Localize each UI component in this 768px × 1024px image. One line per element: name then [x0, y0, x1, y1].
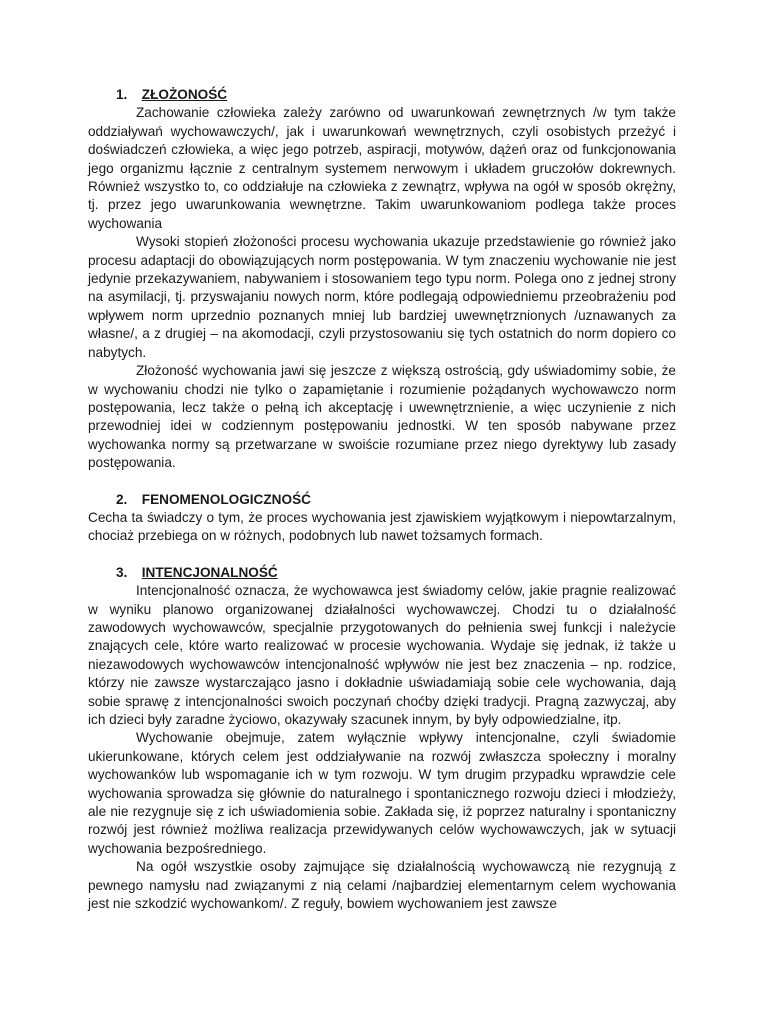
paragraph: Złożoność wychowania jawi się jeszcze z większą ostrością, gdy uświadomimy sobie, że w wychowaniu chodzi nie tylko o zapamiętanie i rozumienie pożądanych wychowawczo norm postępowania, lecz także o pełną ich akceptację i uwewnętrznienie, a więc uczynienie z nich przewodniej idei w codziennym postępowaniu jednostki. W ten sposób nabywane przez wychowanka normy są przetwarzane w swoiście rozumiane przez niego dyrektywy lub zasady postępowania.: [88, 363, 676, 471]
paragraph: Intencjonalność oznacza, że wychowawca jest świadomy celów, jakie pragnie realizować w wyniku planowo organizowanej działalności wychowawczej. Chodzi tu o działalność zawodowych wychowawców, specjalnie przygotowanych do pełnienia swej funkcji i należycie znających cele, które warto realizować w procesie wychowania. Wydaje się jednak, iż także u niezawodowych wychowawców intencjonalność wpływów nie jest bez znaczenia – np. rodzice, którzy nie zawsze wystarczająco jasno i dokładnie uświadamiają sobie cele wychowania, dają sobie sprawę z intencjonalności swoich poczynań choćby dzięki tradycji. Pragną zazwyczaj, aby ich dzieci były zaradne życiowo, okazywały szacunek innym, by były odpowiedzialne, itp.: [88, 583, 676, 727]
section-title: FENOMENOLOGICZNOŚĆ: [141, 491, 311, 507]
section-title: ZŁOŻONOŚĆ: [141, 87, 228, 102]
document-body: [88, 86, 676, 913]
paragraph: Zachowanie człowieka zależy zarówno od uwarunkowań zewnętrznych /w tym także oddziaływań wychowawczych/, jak i uwarunkowań wewnętrznych, czyli osobistych przeżyć i doświadczeń człowieka, a więc jego potrzeb, aspiracji, motywów, dążeń oraz od funkcjonowania jego organizmu łącznie z centralnym systemem nerwowym i układem gruczołów dokrewnych. Również wszystko to, co oddziałuje na człowieka z zewnątrz, wpływa na ogół w sposób okrężny, tj. przez jego uwarunkowania wewnętrzne. Takim uwarunkowaniom podlega także proces wychowania: [88, 105, 676, 231]
section-heading-2: [88, 491, 676, 509]
spacer: [88, 546, 676, 564]
paragraph: Cecha ta świadczy o tym, że proces wychowania jest zjawiskiem wyjątkowym i niepowtarzalnym, chociaż przebiega on w różnych, podobnych lub nawet tożsamych formach.: [88, 509, 676, 544]
section-heading-3: [88, 564, 676, 582]
spacer: [88, 473, 676, 491]
section-heading-1: [88, 86, 676, 104]
section-number: 3.: [116, 564, 128, 580]
section-title: INTENCJONALNOŚĆ: [141, 564, 278, 580]
paragraph: Na ogół wszystkie osoby zajmujące się działalnością wychowawczą nie rezygnują z pewnego namysłu nad związanymi z nią celami /najbardziej elementarnym celem wychowania jest nie szkodzić wychowankom/. Z reguły, bowiem wychowaniem jest zawsze: [88, 859, 676, 912]
section-number: 1.: [116, 87, 128, 102]
section-number: 2.: [116, 491, 128, 507]
paragraph: Wychowanie obejmuje, zatem wyłącznie wpływy intencjonalne, czyli świadomie ukierunkowane, których celem jest oddziaływanie na rozwój zwłaszcza społeczny i moralny wychowanków lub wspomaganie ich w tym rozwoju. W tym drugim przypadku wprawdzie cele wychowania sprowadza się głównie do naturalnego i spontanicznego rozwoju dzieci i młodzieży, ale nie rezygnuje się z ich uświadomienia sobie. Zakłada się, iż poprzez naturalny i spontaniczny rozwój jest również możliwa realizacja przewidywanych celów wychowawczych, jak w sytuacji wychowania bezpośredniego.: [88, 730, 676, 856]
paragraph: Wysoki stopień złożoności procesu wychowania ukazuje przedstawienie go również jako procesu adaptacji do obowiązujących norm postępowania. W tym znaczeniu wychowanie nie jest jedynie przekazywaniem, nabywaniem i stosowaniem tego typu norm. Polega ono z jednej strony na asymilacji, tj. przyswajaniu nowych norm, które podlegają odpowiedniemu przeobrażeniu pod wpływem norm uprzednio poznanych mniej lub bardziej uwewnętrznionych /uznawanych za własne/, a z drugiej – na akomodacji, czyli przystosowaniu się tych ostatnich do norm dopiero co nabytych.: [88, 234, 676, 360]
